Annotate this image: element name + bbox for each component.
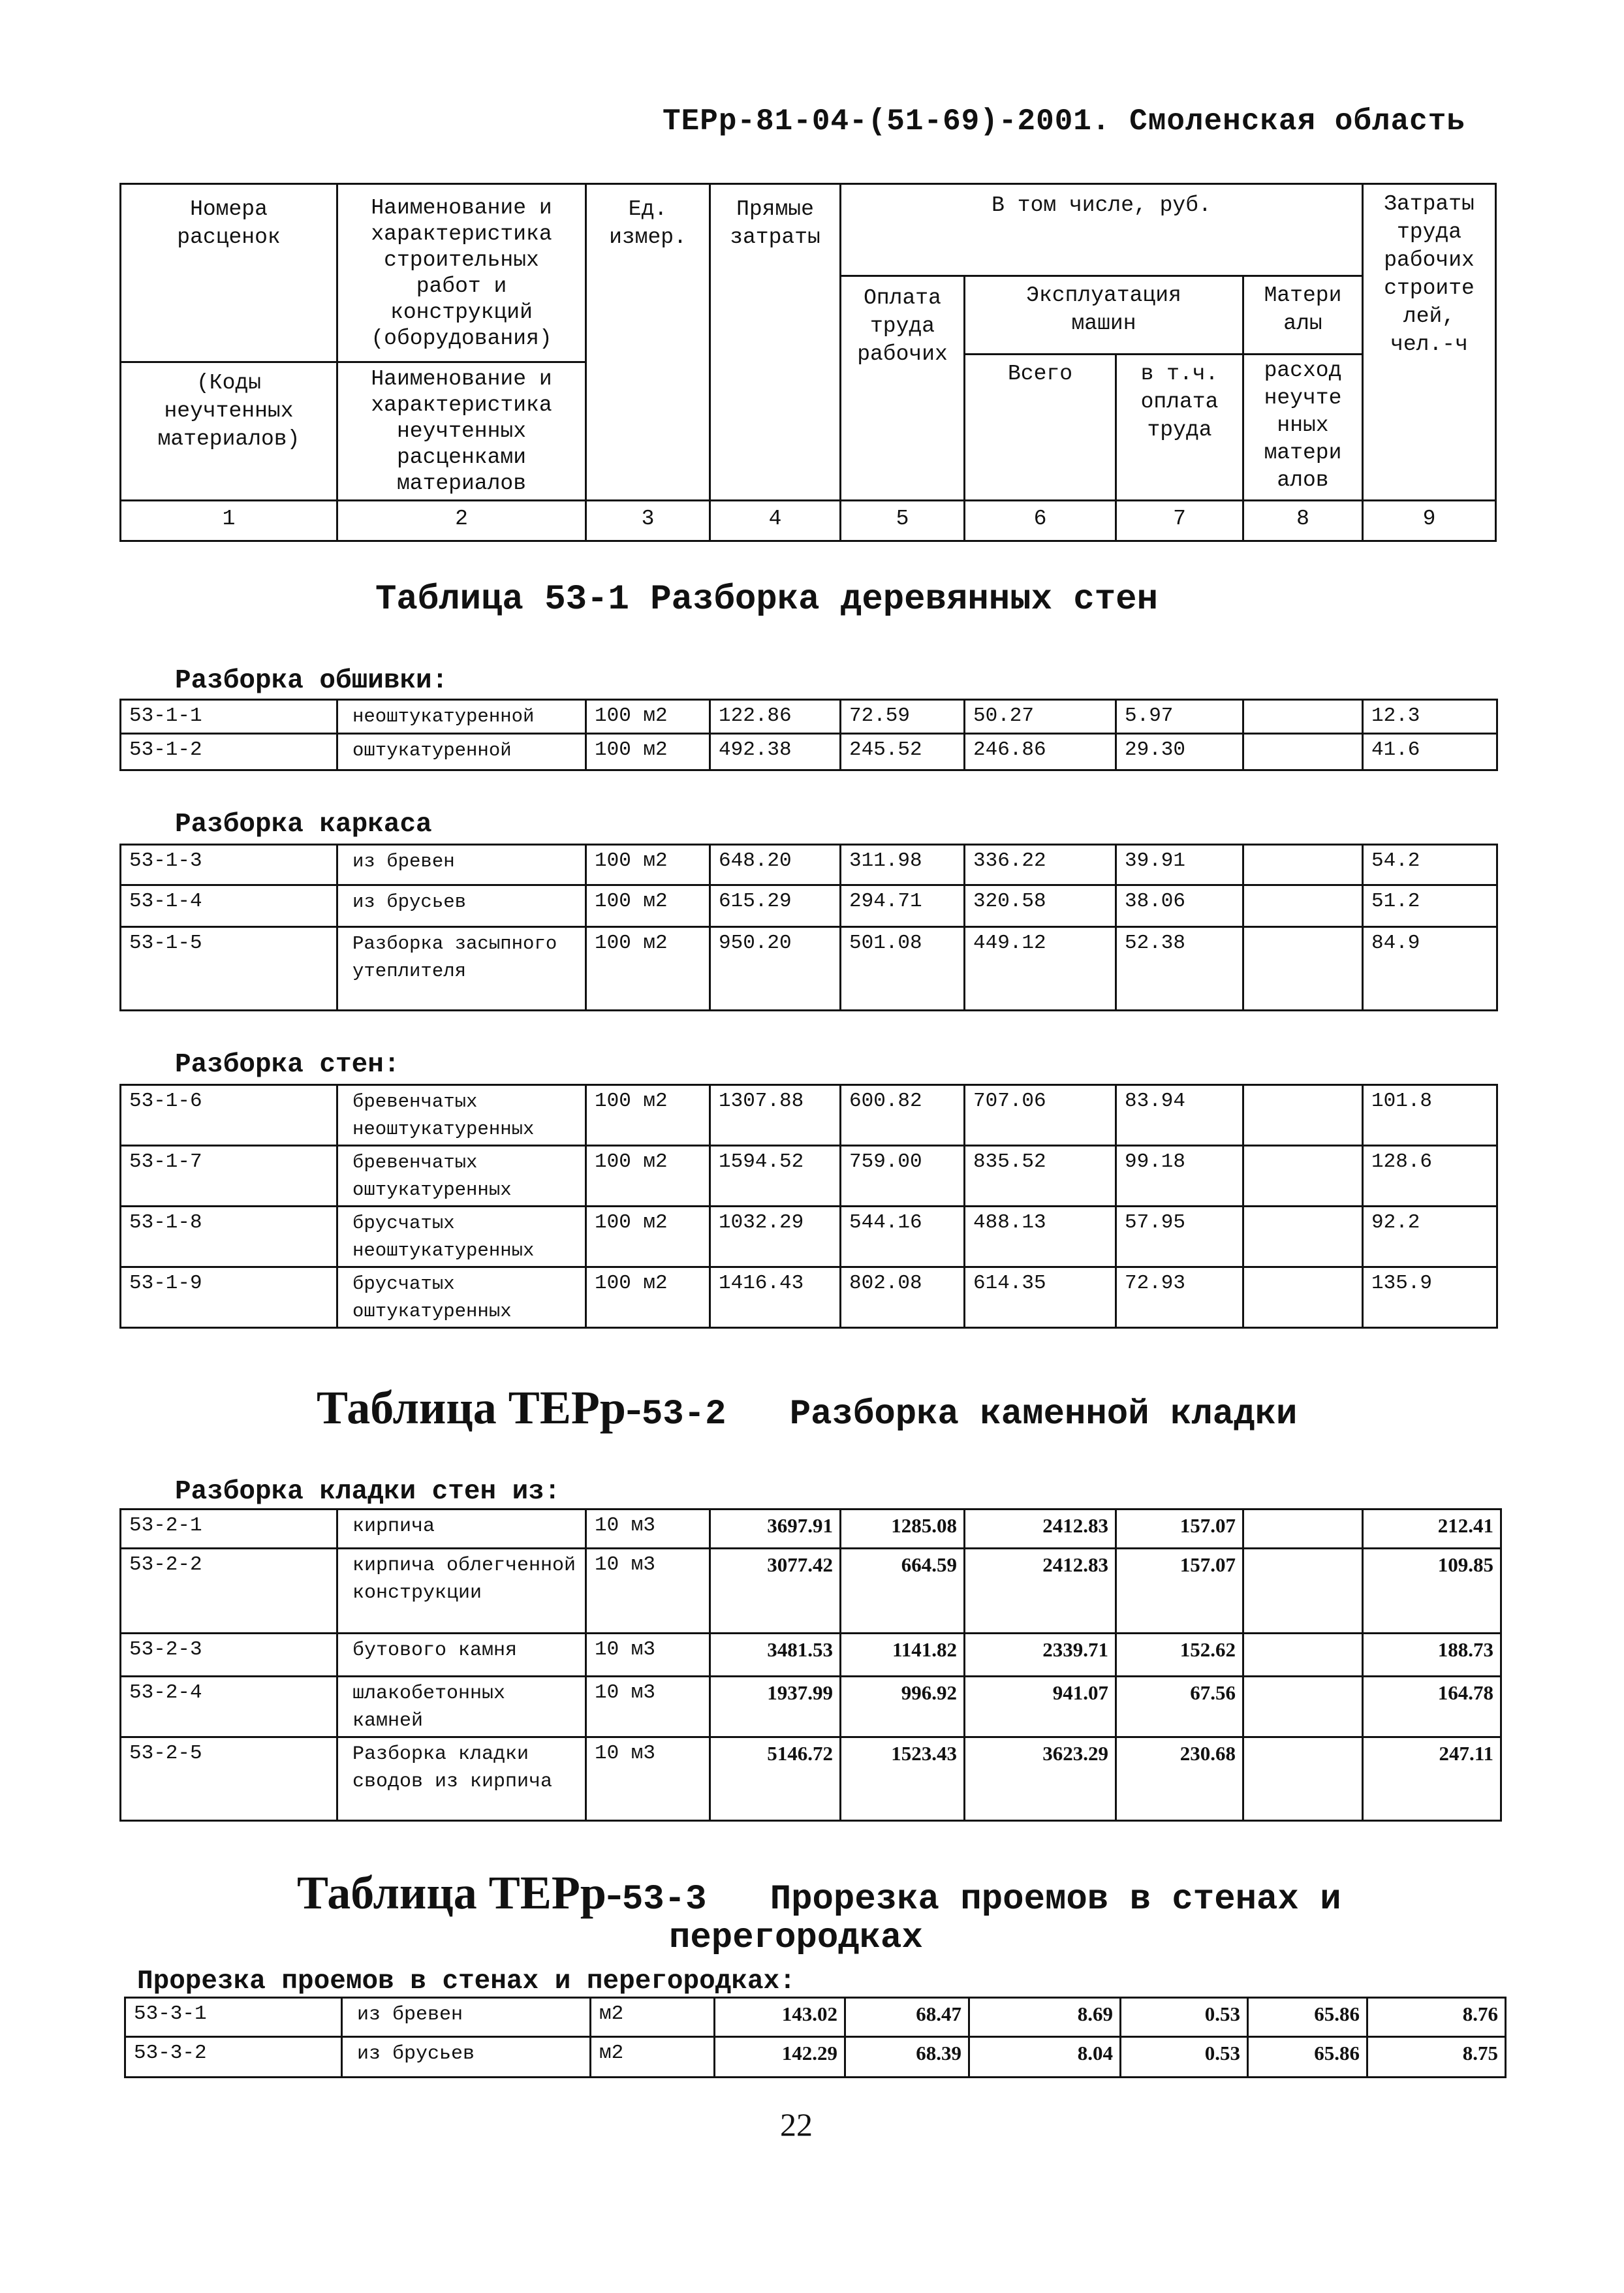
machines-total: 707.06 bbox=[965, 1085, 1116, 1146]
column-number: 1 bbox=[222, 507, 236, 531]
table-row bbox=[121, 1737, 1501, 1821]
column-number: 7 bbox=[1173, 507, 1186, 531]
table-row bbox=[121, 1634, 1501, 1677]
work-name: из бревен bbox=[342, 1998, 591, 2037]
col1-subheader: (Коды неучтенных материалов) bbox=[157, 371, 300, 451]
table3-title-line2: перегородках bbox=[669, 1918, 923, 1958]
direct-cost: 143.02 bbox=[715, 1998, 845, 2037]
page-number: 22 bbox=[780, 2106, 813, 2143]
table-row bbox=[121, 927, 1497, 1011]
work-name: кирпича bbox=[337, 1510, 586, 1549]
table2-title-prefix: Таблица ТЕРр- bbox=[317, 1382, 642, 1434]
rate-code: 53-1-9 bbox=[121, 1267, 337, 1328]
column-number: 5 bbox=[896, 507, 909, 531]
table1-title: Таблица 53-1 Разборка деревянных стен bbox=[375, 580, 1158, 620]
direct-cost: 615.29 bbox=[710, 885, 841, 927]
labor-hours: 247.11 bbox=[1363, 1737, 1501, 1821]
column-number: 6 bbox=[1033, 507, 1047, 531]
direct-cost: 142.29 bbox=[715, 2037, 845, 2078]
rate-code: 53-1-2 bbox=[121, 734, 337, 770]
direct-cost: 5146.72 bbox=[710, 1737, 841, 1821]
work-name: кирпича облегченной конструкции bbox=[337, 1549, 586, 1634]
unit: 100 м2 bbox=[586, 927, 710, 1011]
materials bbox=[1243, 734, 1363, 770]
machines-labor: 0.53 bbox=[1121, 1998, 1248, 2037]
machines-labor: 157.07 bbox=[1116, 1510, 1243, 1549]
materials bbox=[1243, 1146, 1363, 1207]
machines-labor: 5.97 bbox=[1116, 700, 1243, 734]
machines-total: 320.58 bbox=[965, 885, 1116, 927]
machines-labor: 99.18 bbox=[1116, 1146, 1243, 1207]
machines-labor: 157.07 bbox=[1116, 1549, 1243, 1634]
unit: м2 bbox=[591, 2037, 715, 2078]
materials bbox=[1243, 1510, 1363, 1549]
labor-cost: 72.59 bbox=[841, 700, 965, 734]
machines-total: 488.13 bbox=[965, 1207, 1116, 1267]
table1-section1 bbox=[119, 699, 1498, 771]
direct-cost: 1416.43 bbox=[710, 1267, 841, 1328]
rate-code: 53-1-1 bbox=[121, 700, 337, 734]
direct-cost: 1937.99 bbox=[710, 1677, 841, 1737]
machines-header: Эксплуатация машин bbox=[1026, 283, 1181, 336]
machines-total: 336.22 bbox=[965, 845, 1116, 885]
labor-cost: 311.98 bbox=[841, 845, 965, 885]
labor-cost: 664.59 bbox=[841, 1549, 965, 1634]
unit: м2 bbox=[591, 1998, 715, 2037]
table-row bbox=[121, 845, 1497, 885]
materials bbox=[1243, 845, 1363, 885]
direct-cost: 648.20 bbox=[710, 845, 841, 885]
materials bbox=[1243, 700, 1363, 734]
direct-cost: 1307.88 bbox=[710, 1085, 841, 1146]
rate-code: 53-2-1 bbox=[121, 1510, 337, 1549]
labor-hours: 84.9 bbox=[1363, 927, 1497, 1011]
section-title: Разборка стен: bbox=[175, 1050, 400, 1080]
col3-header: Ед. измер. bbox=[609, 197, 687, 249]
machines-labor: 230.68 bbox=[1116, 1737, 1243, 1821]
machines-total: 941.07 bbox=[965, 1677, 1116, 1737]
work-name: шлакобетонных камней bbox=[337, 1677, 586, 1737]
column-header-table bbox=[119, 183, 1497, 542]
rate-code: 53-2-3 bbox=[121, 1634, 337, 1677]
machines-labor: 52.38 bbox=[1116, 927, 1243, 1011]
unit: 100 м2 bbox=[586, 1207, 710, 1267]
machines-labor: 38.06 bbox=[1116, 885, 1243, 927]
table-row bbox=[121, 734, 1497, 770]
labor-cost: 996.92 bbox=[841, 1677, 965, 1737]
machines-labor: 57.95 bbox=[1116, 1207, 1243, 1267]
rate-code: 53-1-6 bbox=[121, 1085, 337, 1146]
labor-cost: 600.82 bbox=[841, 1085, 965, 1146]
machines-total: 2412.83 bbox=[965, 1510, 1116, 1549]
machines-labor: 29.30 bbox=[1116, 734, 1243, 770]
labor-cost: 501.08 bbox=[841, 927, 965, 1011]
col6-header: Всего bbox=[1007, 362, 1073, 386]
materials: 65.86 bbox=[1248, 1998, 1367, 2037]
materials bbox=[1243, 1677, 1363, 1737]
machines-total: 2412.83 bbox=[965, 1549, 1116, 1634]
table3 bbox=[124, 1997, 1507, 2078]
unit: 10 м3 bbox=[586, 1634, 710, 1677]
direct-cost: 1032.29 bbox=[710, 1207, 841, 1267]
direct-cost: 3697.91 bbox=[710, 1510, 841, 1549]
labor-hours: 8.76 bbox=[1367, 1998, 1506, 2037]
machines-labor: 67.56 bbox=[1116, 1677, 1243, 1737]
materials bbox=[1243, 1634, 1363, 1677]
rate-code: 53-3-2 bbox=[125, 2037, 342, 2078]
machines-total: 3623.29 bbox=[965, 1737, 1116, 1821]
direct-cost: 492.38 bbox=[710, 734, 841, 770]
table2 bbox=[119, 1508, 1502, 1822]
materials bbox=[1243, 1737, 1363, 1821]
materials bbox=[1243, 1207, 1363, 1267]
col9-header: Затраты труда рабочих строите лей, чел.-ч bbox=[1384, 192, 1475, 356]
machines-labor: 39.91 bbox=[1116, 845, 1243, 885]
unit: 100 м2 bbox=[586, 700, 710, 734]
col2-subheader: Наименование и характеристика неучтенных расценками материалов bbox=[371, 367, 552, 496]
machines-labor: 0.53 bbox=[1121, 2037, 1248, 2078]
labor-cost: 802.08 bbox=[841, 1267, 965, 1328]
labor-cost: 1141.82 bbox=[841, 1634, 965, 1677]
labor-hours: 128.6 bbox=[1363, 1146, 1497, 1207]
direct-cost: 1594.52 bbox=[710, 1146, 841, 1207]
machines-total: 835.52 bbox=[965, 1146, 1116, 1207]
machines-labor: 152.62 bbox=[1116, 1634, 1243, 1677]
unit: 100 м2 bbox=[586, 885, 710, 927]
table2-title bbox=[317, 1381, 1297, 1435]
col7-header: в т.ч. оплата труда bbox=[1140, 362, 1219, 442]
unit: 100 м2 bbox=[586, 1146, 710, 1207]
column-number: 2 bbox=[455, 507, 468, 531]
materials: 65.86 bbox=[1248, 2037, 1367, 2078]
column-number: 4 bbox=[768, 507, 782, 531]
labor-cost: 1523.43 bbox=[841, 1737, 965, 1821]
table-row bbox=[125, 2037, 1506, 2078]
col8-subheader: расход неучте нных матери алов bbox=[1264, 358, 1342, 492]
labor-hours: 212.41 bbox=[1363, 1510, 1501, 1549]
unit: 10 м3 bbox=[586, 1549, 710, 1634]
document-header: ТЕРр-81-04-(51-69)-2001. Смоленская область bbox=[663, 104, 1465, 138]
labor-hours: 101.8 bbox=[1363, 1085, 1497, 1146]
work-name: Разборка кладки сводов из кирпича bbox=[337, 1737, 586, 1821]
table-row bbox=[121, 1549, 1501, 1634]
labor-cost: 68.47 bbox=[845, 1998, 969, 2037]
rate-code: 53-3-1 bbox=[125, 1998, 342, 2037]
section-title: Разборка кладки стен из: bbox=[175, 1477, 561, 1507]
unit: 10 м3 bbox=[586, 1510, 710, 1549]
machines-total: 614.35 bbox=[965, 1267, 1116, 1328]
direct-cost: 950.20 bbox=[710, 927, 841, 1011]
table3-title-code: 53-3 bbox=[621, 1880, 707, 1920]
rate-code: 53-1-8 bbox=[121, 1207, 337, 1267]
table-row bbox=[121, 1510, 1501, 1549]
unit: 100 м2 bbox=[586, 734, 710, 770]
group-header: В том числе, руб. bbox=[992, 193, 1211, 217]
col1-header: Номера расценок bbox=[177, 197, 281, 249]
work-name: бутового камня bbox=[337, 1634, 586, 1677]
labor-hours: 109.85 bbox=[1363, 1549, 1501, 1634]
column-number: 8 bbox=[1296, 507, 1309, 531]
table-row bbox=[121, 1677, 1501, 1737]
materials bbox=[1243, 1549, 1363, 1634]
work-name: оштукатуренной bbox=[337, 734, 586, 770]
table-row bbox=[121, 1146, 1497, 1207]
labor-hours: 51.2 bbox=[1363, 885, 1497, 927]
table3-title-text: Прорезка проемов в стенах и bbox=[770, 1880, 1341, 1920]
machines-total: 50.27 bbox=[965, 700, 1116, 734]
labor-hours: 8.75 bbox=[1367, 2037, 1506, 2078]
labor-hours: 135.9 bbox=[1363, 1267, 1497, 1328]
direct-cost: 3481.53 bbox=[710, 1634, 841, 1677]
table3-title-prefix: Таблица ТЕРр- bbox=[297, 1867, 622, 1919]
unit: 10 м3 bbox=[586, 1737, 710, 1821]
labor-hours: 188.73 bbox=[1363, 1634, 1501, 1677]
column-number: 9 bbox=[1422, 507, 1436, 531]
unit: 100 м2 bbox=[586, 1085, 710, 1146]
unit: 100 м2 bbox=[586, 845, 710, 885]
work-name: из бревен bbox=[337, 845, 586, 885]
rate-code: 53-2-5 bbox=[121, 1737, 337, 1821]
table-row bbox=[121, 700, 1497, 734]
work-name: бревенчатых оштукатуренных bbox=[337, 1146, 586, 1207]
unit: 10 м3 bbox=[586, 1677, 710, 1737]
table-row bbox=[121, 885, 1497, 927]
rate-code: 53-1-7 bbox=[121, 1146, 337, 1207]
labor-hours: 41.6 bbox=[1363, 734, 1497, 770]
direct-cost: 122.86 bbox=[710, 700, 841, 734]
table2-title-text: Разборка каменной кладки bbox=[789, 1395, 1298, 1434]
labor-cost: 245.52 bbox=[841, 734, 965, 770]
section-title: Прорезка проемов в стенах и перегородках: bbox=[137, 1967, 796, 1997]
labor-cost: 68.39 bbox=[845, 2037, 969, 2078]
labor-cost: 1285.08 bbox=[841, 1510, 965, 1549]
machines-labor: 83.94 bbox=[1116, 1085, 1243, 1146]
table2-title-code: 53-2 bbox=[641, 1395, 726, 1434]
labor-cost: 544.16 bbox=[841, 1207, 965, 1267]
machines-total: 246.86 bbox=[965, 734, 1116, 770]
labor-cost: 294.71 bbox=[841, 885, 965, 927]
work-name: бревенчатых неоштукатуренных bbox=[337, 1085, 586, 1146]
rate-code: 53-1-3 bbox=[121, 845, 337, 885]
rate-code: 53-1-5 bbox=[121, 927, 337, 1011]
section-title: Разборка каркаса bbox=[175, 810, 432, 840]
table-row bbox=[121, 1085, 1497, 1146]
labor-hours: 12.3 bbox=[1363, 700, 1497, 734]
table1-section2 bbox=[119, 844, 1498, 1011]
machines-total: 8.04 bbox=[969, 2037, 1121, 2078]
col4-header: Прямые затраты bbox=[730, 197, 820, 249]
table1-section3 bbox=[119, 1084, 1498, 1329]
labor-hours: 92.2 bbox=[1363, 1207, 1497, 1267]
column-number: 3 bbox=[641, 507, 655, 531]
labor-hours: 54.2 bbox=[1363, 845, 1497, 885]
machines-labor: 72.93 bbox=[1116, 1267, 1243, 1328]
materials bbox=[1243, 927, 1363, 1011]
direct-cost: 3077.42 bbox=[710, 1549, 841, 1634]
work-name: брусчатых оштукатуренных bbox=[337, 1267, 586, 1328]
machines-total: 449.12 bbox=[965, 927, 1116, 1011]
col5-header: Оплата труда рабочих bbox=[857, 286, 948, 366]
rate-code: 53-2-2 bbox=[121, 1549, 337, 1634]
work-name: из брусьев bbox=[342, 2037, 591, 2078]
work-name: из брусьев bbox=[337, 885, 586, 927]
table-row bbox=[125, 1998, 1506, 2037]
rate-code: 53-1-4 bbox=[121, 885, 337, 927]
labor-hours: 164.78 bbox=[1363, 1677, 1501, 1737]
work-name: неоштукатуренной bbox=[337, 700, 586, 734]
unit: 100 м2 bbox=[586, 1267, 710, 1328]
section-title: Разборка обшивки: bbox=[175, 666, 448, 696]
table-row bbox=[121, 1207, 1497, 1267]
labor-cost: 759.00 bbox=[841, 1146, 965, 1207]
col8-header: Матери алы bbox=[1264, 283, 1342, 336]
materials bbox=[1243, 885, 1363, 927]
machines-total: 8.69 bbox=[969, 1998, 1121, 2037]
table3-title bbox=[297, 1866, 1341, 1920]
col2-header: Наименование и характеристика строительных работ и конструкций (оборудования) bbox=[371, 196, 552, 351]
table-row bbox=[121, 1267, 1497, 1328]
rate-code: 53-2-4 bbox=[121, 1677, 337, 1737]
work-name: Разборка засыпного утеплителя bbox=[337, 927, 586, 1011]
materials bbox=[1243, 1267, 1363, 1328]
materials bbox=[1243, 1085, 1363, 1146]
work-name: брусчатых неоштукатуренных bbox=[337, 1207, 586, 1267]
machines-total: 2339.71 bbox=[965, 1634, 1116, 1677]
